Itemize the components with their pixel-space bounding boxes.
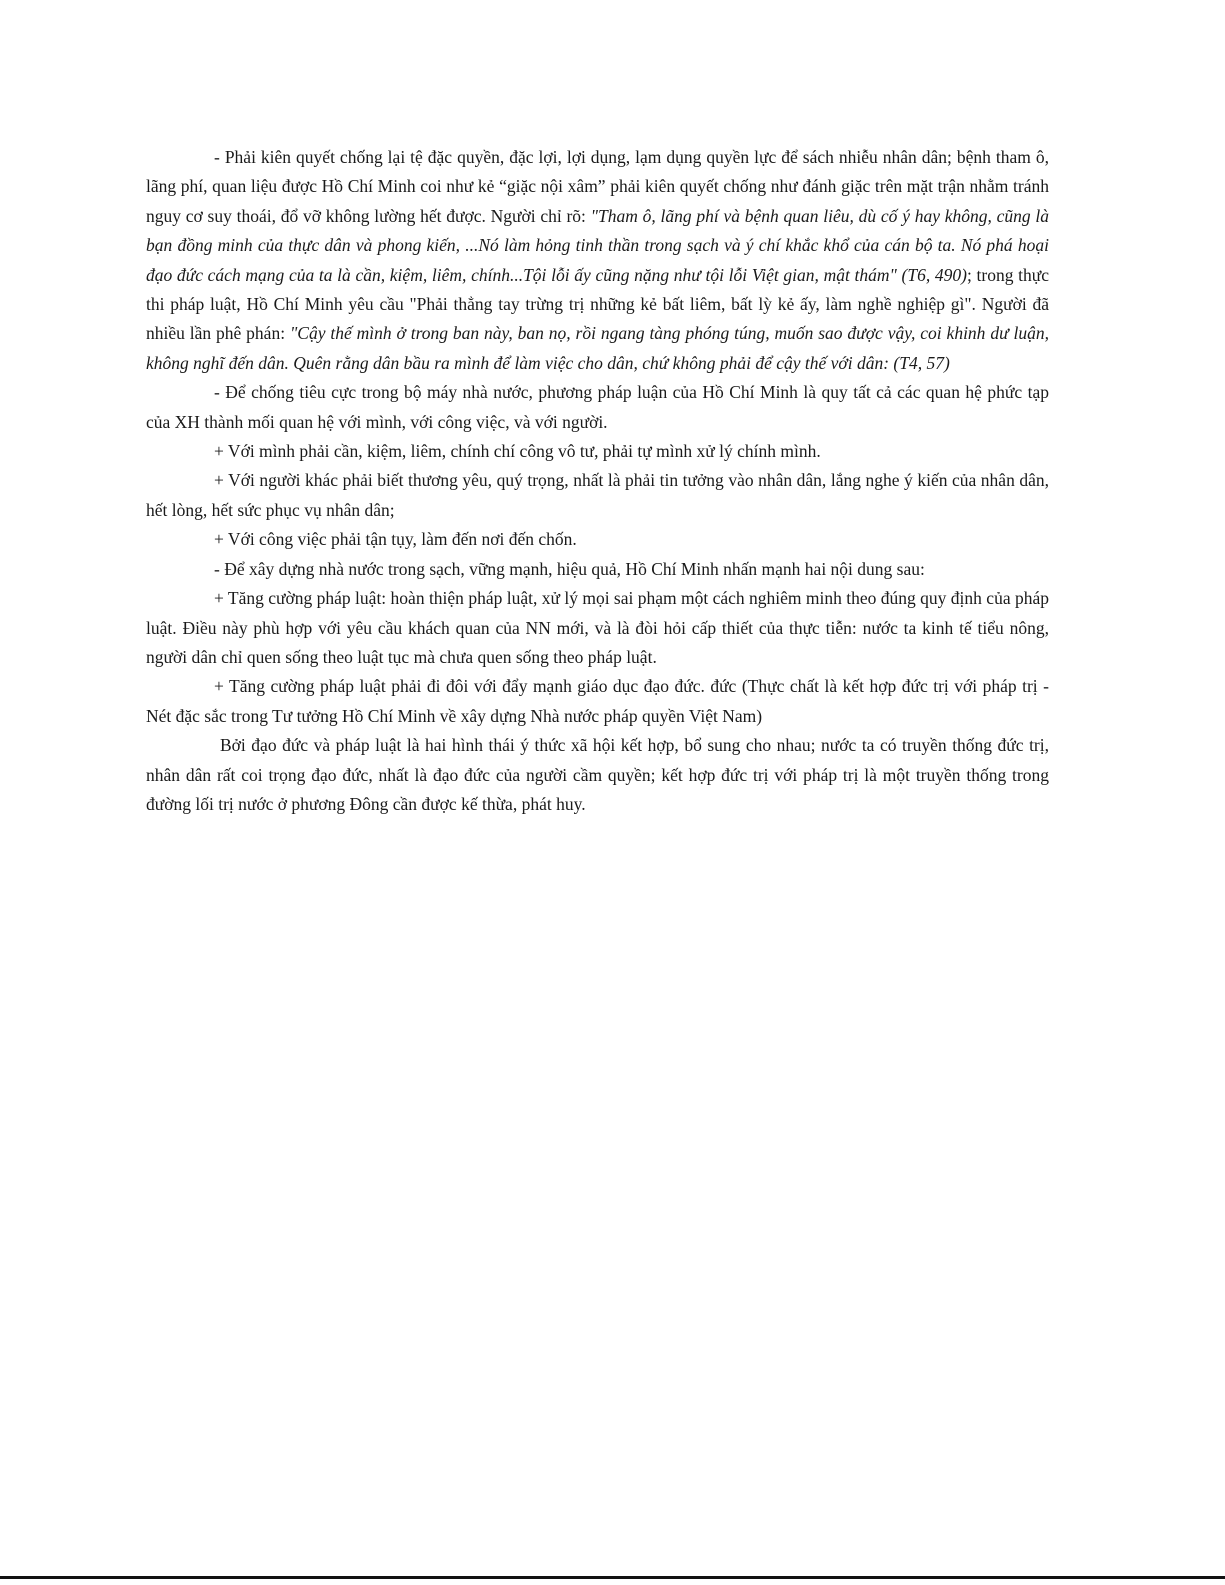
list-item-others: + Với người khác phải biết thương yêu, quý trọng, nhất là phải tin tưởng vào nhân dân, lắng nghe ý kiến của nhân dân, hết lòng, hết sức phục vụ nhân dân;	[146, 470, 1049, 520]
quote-text: "Tham ô, lãng phí và bệnh quan liêu, dù cố ý hay không, cũng là bạn đồng minh của thực dân và phong kiến, ...Nó làm hỏng tinh thần trong sạch và ý chí khắc khổ của cán bộ ta. Nó phá hoại đạo đức cách mạng của ta là cần, kiệm, liêm, chính...Tội lỗi ấy cũng nặng như tội lỗi Việt gian, mật thám" (T6, 490)	[146, 205, 1050, 285]
paragraph-methodology: - Để chống tiêu cực trong bộ máy nhà nước, phương pháp luận của Hồ Chí Minh là quy tất cả các quan hệ phức tạp của XH thành mối quan hệ với mình, với công việc, và với người.	[146, 382, 1049, 432]
paragraph-text: - Phải kiên quyết chống lại tệ đặc quyền, đặc lợi, lợi dụng, lạm dụng quyền lực để sách nhiễu nhân dân; bệnh tham ô, lãng phí, quan liệu được Hồ Chí Minh coi như kẻ “giặc nội xâm” phải kiên quyết chống như đánh giặc trên mặt trận nhằm tránh nguy cơ suy thoái, đổ vỡ không lường hết được. Người chỉ rõ:	[146, 147, 1049, 226]
quote-text: "Cậy thế mình ở trong ban này, ban nọ, rồi ngang tàng phóng túng, muốn sao được vậy, coi khinh dư luận, không nghĩ đến dân. Quên rằng dân bầu ra mình để làm việc cho dân, chứ không phải để cậy thế với dân: (T4, 57)	[146, 323, 1049, 373]
list-item-strengthen-law: + Tăng cường pháp luật: hoàn thiện pháp luật, xử lý mọi sai phạm một cách nghiêm minh theo đúng quy định của pháp luật. Điều này phù hợp với yêu cầu khách quan của NN mới, và là đòi hỏi cấp thiết của thực tiễn: nước ta kinh tế tiểu nông, người dân chỉ quen sống theo luật tục mà chưa quen sống theo pháp luật.	[146, 588, 1049, 667]
list-item-self: + Với mình phải cần, kiệm, liêm, chính chí công vô tư, phải tự mình xử lý chính mình.	[214, 441, 821, 462]
document-body	[146, 143, 1049, 819]
paragraph-anti-corruption	[146, 143, 1049, 378]
list-item-law-and-ethics: + Tăng cường pháp luật phải đi đôi với đẩy mạnh giáo dục đạo đức. đức (Thực chất là kết hợp đức trị với pháp trị - Nét đặc sắc trong Tư tưởng Hồ Chí Minh về xây dựng Nhà nước pháp quyền Việt Nam)	[146, 676, 1049, 726]
paragraph-build-state: - Để xây dựng nhà nước trong sạch, vững mạnh, hiệu quả, Hồ Chí Minh nhấn mạnh hai nội dung sau:	[214, 558, 925, 579]
list-item-work: + Với công việc phải tận tụy, làm đến nơi đến chốn.	[214, 529, 577, 550]
page-bottom-border	[0, 1576, 1225, 1579]
paragraph-text: ; trong thực thi pháp luật, Hồ Chí Minh yêu cầu "Phải thẳng tay trừng trị những kẻ bất liêm, bất lỳ kẻ ấy, làm nghề nghiệp gì". Người đã nhiều lần phê phán:	[146, 264, 1049, 344]
paragraph-conclusion: Bởi đạo đức và pháp luật là hai hình thái ý thức xã hội kết hợp, bổ sung cho nhau; nước ta có truyền thống đức trị, nhân dân rất coi trọng đạo đức, nhất là đạo đức của người cầm quyền; kết hợp đức trị với pháp trị là một truyền thống trong đường lối trị nước ở phương Đông cần được kế thừa, phát huy.	[146, 735, 1049, 814]
